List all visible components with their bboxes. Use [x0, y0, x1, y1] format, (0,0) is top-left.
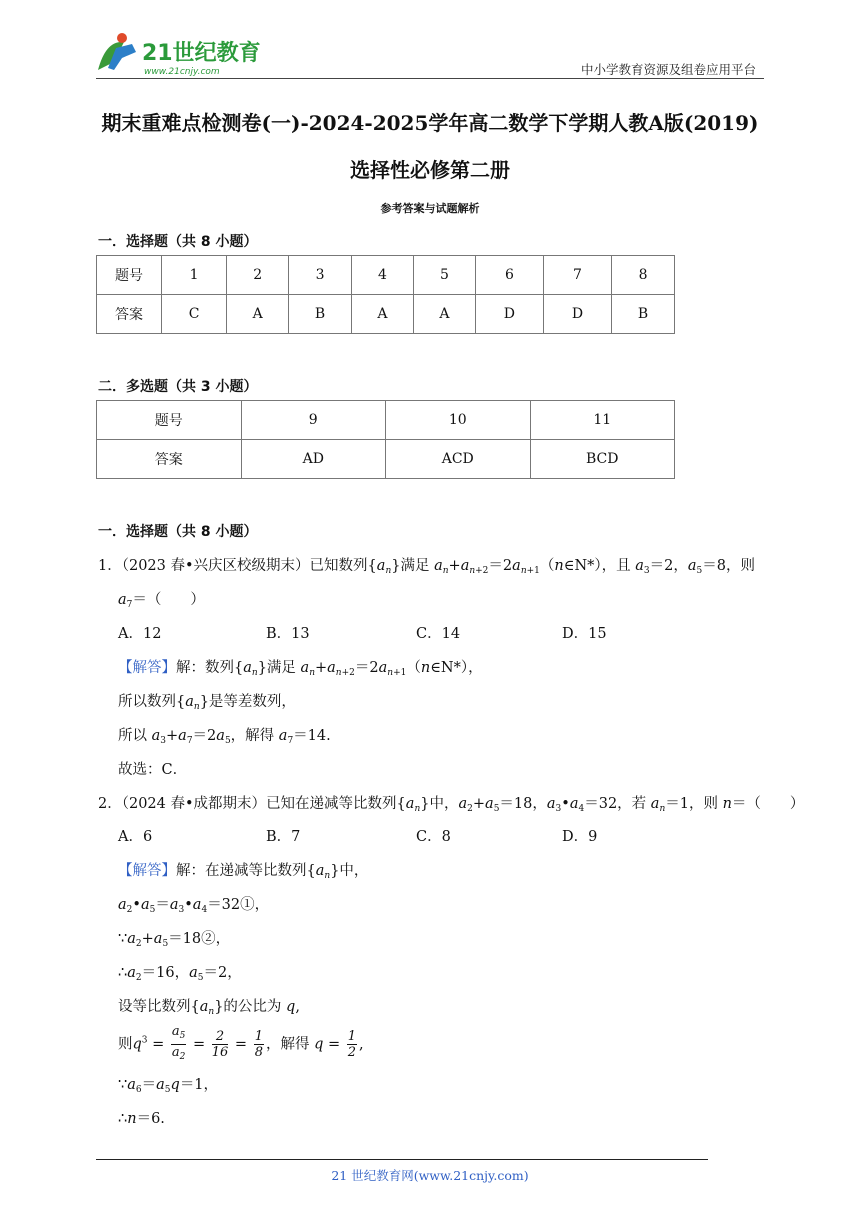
option-d: D．15 [562, 626, 607, 642]
table-row [97, 401, 675, 440]
q1-solution-line3: 所以 $a_3+a_7=2a_5$，解得 $a_7=14$. [118, 728, 331, 746]
table-cell: B [289, 295, 352, 334]
fraction: $\frac{1}{2}$ [347, 1029, 357, 1060]
logo-url: www.21cnjy.com [144, 67, 220, 77]
q2-solution-line2: $a_2•a_5=a_3•a_4=32①$， [118, 897, 270, 915]
footer-text: 21 世纪教育网(www.21cnjy.com) [331, 1168, 529, 1183]
option-d: D．9 [562, 829, 598, 845]
table-row [97, 440, 675, 479]
table-cell: 6 [475, 256, 543, 295]
table-cell: A [227, 295, 289, 334]
q2-solution-line7: $\because a_6=a_5q=1$， [118, 1077, 219, 1095]
q1-solution-line4: 故选：C． [118, 762, 188, 778]
page-subtitle: 参考答案与试题解析 [380, 202, 480, 215]
page-header [0, 0, 860, 80]
table-cell: C [162, 295, 227, 334]
q2-solution-line1: 【解答】解：在递减等比数列$\{a_n\}$中， [118, 863, 369, 881]
page-title-line2: 选择性必修第二册 [350, 158, 510, 182]
answer-table-choice [96, 255, 675, 334]
fraction: $\frac{1}{8}$ [254, 1029, 263, 1060]
table-cell: A [413, 295, 475, 334]
header-right-text: 中小学教育资源及组卷应用平台 [580, 62, 756, 77]
header-divider [96, 78, 764, 79]
section-heading-solutions: 一．选择题（共 8 小题） [98, 524, 258, 540]
table-cell: D [475, 295, 543, 334]
table-cell: 2 [227, 256, 289, 295]
table-cell: 8 [612, 256, 675, 295]
answer-table-multi [96, 400, 675, 479]
table-cell: 11 [530, 401, 675, 440]
q2-solution-line4: $\therefore a_2=16$，$a_5=2$， [118, 965, 242, 983]
answer-tag: 【解答】 [118, 660, 176, 676]
option-c: C．14 [416, 626, 461, 642]
q2-solution-line6: 则$q^3$ = $\frac{a_5}{a_2}$ = $\frac{2}{16}$ = $\frac{1}{8}$ ，解得 q = $\frac{1}{2}$ , [118, 1024, 364, 1065]
table-cell: 题号 [97, 256, 162, 295]
table-cell: D [543, 295, 611, 334]
table-cell: B [612, 295, 675, 334]
table-cell: 7 [543, 256, 611, 295]
page-title: 期末重难点检测卷(一)-2024-2025学年高二数学下学期人教A版(2019) [101, 111, 759, 135]
option-a: A．12 [118, 626, 162, 642]
q2-solution-line3: $\because a_2+a_5=18②$， [118, 931, 231, 949]
question-2-stem: 2．（2024 春•成都期末）已知在递减等比数列$\{a_n\}$中，$a_2+a_5=18$，$a_3•a_4=32$，若 $a_n=1$，则 n＝（ ） [98, 796, 805, 814]
table-cell: 4 [352, 256, 414, 295]
q1-solution-line1: 【解答】解：数列$\{a_n\}$满足 $a_n+a_{n+2}=2a_{n+1}(n\in N*)$， [118, 660, 483, 678]
option-b: B．13 [266, 626, 310, 642]
table-cell: 答案 [97, 440, 242, 479]
table-row [97, 295, 675, 334]
fraction: $\frac{2}{16}$ [211, 1029, 229, 1060]
question-1-stem-cont: $a_7=$（ ） [118, 592, 205, 610]
table-cell: 答案 [97, 295, 162, 334]
table-cell: 题号 [97, 401, 242, 440]
logo [92, 30, 262, 78]
table-row [97, 256, 675, 295]
section-heading-multi: 二．多选题（共 3 小题） [98, 379, 258, 395]
table-cell: A [352, 295, 414, 334]
option-b: B．7 [266, 829, 301, 845]
table-cell: ACD [386, 440, 531, 479]
table-cell: 9 [241, 401, 386, 440]
table-cell: 10 [386, 401, 531, 440]
option-c: C．8 [416, 829, 451, 845]
q1-solution-line2: 所以数列$\{a_n\}$是等差数列， [118, 694, 296, 712]
answer-tag: 【解答】 [118, 863, 176, 879]
table-cell: 3 [289, 256, 352, 295]
fraction: $\frac{a_5}{a_2}$ [171, 1024, 186, 1062]
section-heading-choice: 一．选择题（共 8 小题） [98, 234, 258, 250]
logo-text: 21世纪教育 [142, 41, 261, 66]
table-cell: 1 [162, 256, 227, 295]
table-cell: AD [241, 440, 386, 479]
table-cell: BCD [530, 440, 675, 479]
table-cell: 5 [413, 256, 475, 295]
question-1-stem: 1．（2023 春•兴庆区校级期末）已知数列$\{a_n\}$满足 $a_n+a_{n+2}=2a_{n+1}(n\in N*)$，且 $a_3=2$，$a_5=8$，则 [98, 558, 756, 576]
q2-solution-line5: 设等比数列$\{a_n\}$的公比为 q, [118, 999, 300, 1017]
option-a: A．6 [118, 829, 153, 845]
q2-solution-line8: ∴n＝6. [118, 1111, 165, 1127]
footer-divider [96, 1159, 708, 1160]
